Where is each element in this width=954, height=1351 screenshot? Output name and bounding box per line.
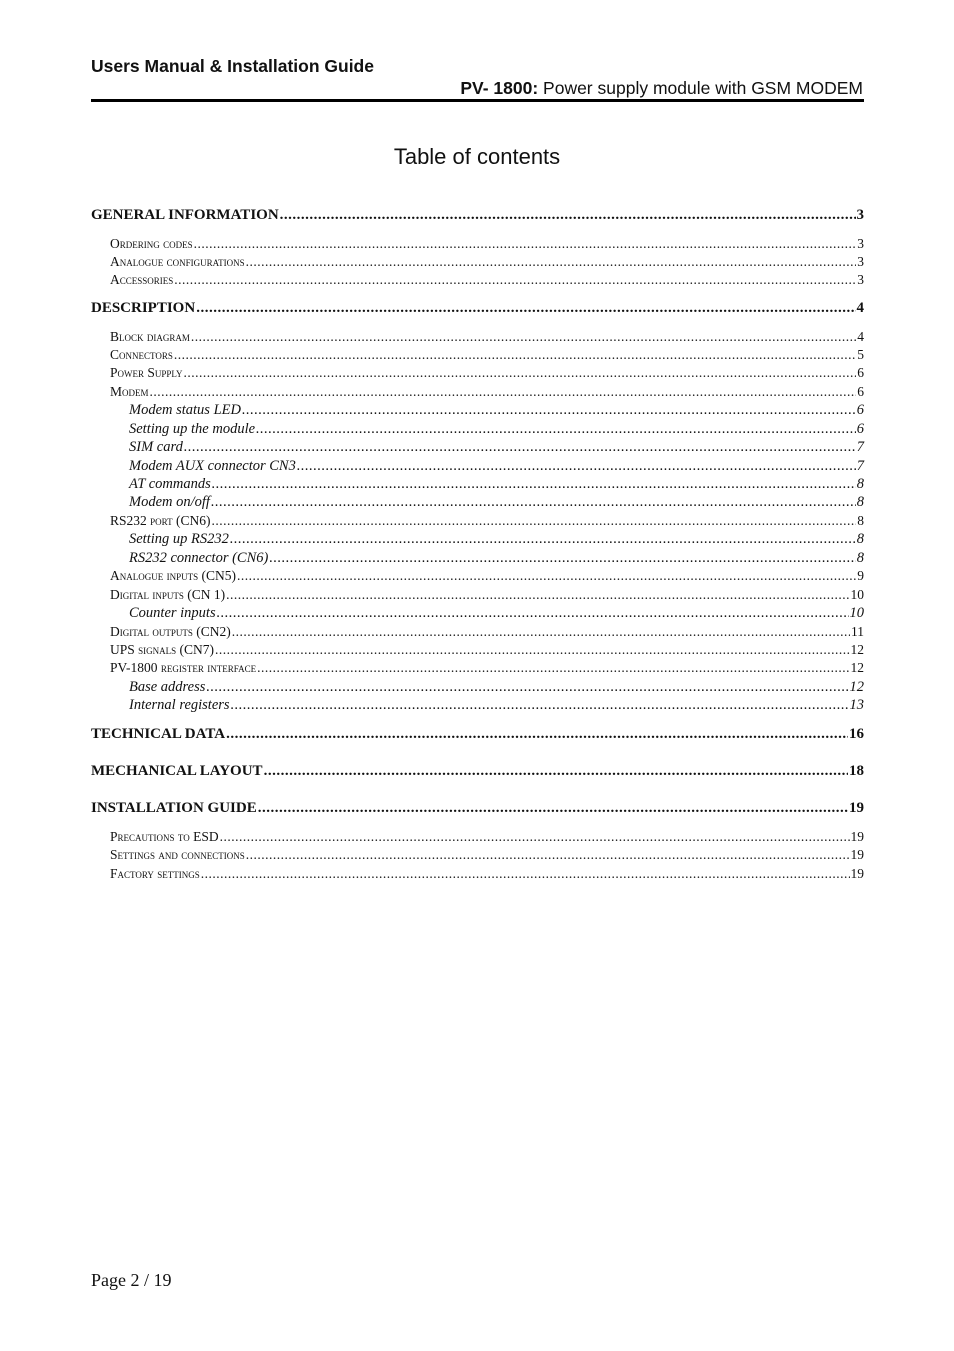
model-description: Power supply module with GSM MODEM: [538, 78, 863, 98]
toc-entry-page: 6: [856, 421, 864, 437]
dot-leader: [269, 550, 855, 567]
toc-entry-page: 12: [850, 660, 864, 675]
dot-leader: [174, 347, 856, 363]
dot-leader: [246, 847, 850, 863]
toc-entry[interactable]: [91, 207, 864, 224]
toc-entry[interactable]: [110, 254, 864, 270]
toc-entry-page: 4: [856, 300, 864, 316]
toc-entry-title: UPS signals (CN7): [110, 642, 215, 657]
toc-entry-page: 3: [856, 207, 864, 223]
toc-heading: Table of contents: [393, 144, 561, 169]
toc-entry-title: Connectors: [110, 347, 173, 362]
toc-entry-title: Base address: [129, 679, 206, 695]
toc-entry-title: Modem on/off: [129, 494, 210, 510]
toc-entry[interactable]: [110, 587, 864, 603]
dot-leader: [226, 587, 849, 603]
toc-entry-title: Ordering codes: [110, 236, 193, 251]
toc-entry[interactable]: [129, 679, 864, 696]
dot-leader: [230, 531, 856, 548]
dot-leader: [184, 365, 857, 381]
dot-leader: [206, 679, 848, 696]
toc-entry[interactable]: [129, 439, 864, 456]
dot-leader: [226, 726, 848, 743]
toc-entry-page: 4: [857, 329, 864, 344]
dot-leader: [237, 568, 856, 584]
toc-entry-title: AT commands: [129, 476, 211, 492]
header-title: Users Manual & Installation Guide: [91, 56, 374, 76]
toc-entry[interactable]: [110, 347, 864, 363]
toc-entry[interactable]: [129, 605, 864, 622]
toc-entry-page: 8: [856, 550, 864, 566]
toc-entry-page: 7: [856, 439, 864, 455]
toc-entry[interactable]: [110, 329, 864, 345]
toc-entry-title: INSTALLATION GUIDE: [91, 800, 257, 816]
toc-entry-title: Accessories: [110, 272, 174, 287]
toc-entry[interactable]: [91, 763, 864, 780]
toc-entry-title: Block diagram: [110, 329, 190, 344]
dot-leader: [257, 660, 849, 676]
toc-entry-page: 12: [849, 679, 864, 695]
dot-leader: [280, 207, 856, 224]
toc-entry[interactable]: [110, 660, 864, 676]
toc-entry-page: 8: [856, 476, 864, 492]
toc-entry-page: 19: [850, 847, 864, 862]
dot-leader: [194, 236, 857, 252]
toc-entry-page: 8: [857, 513, 864, 528]
toc-entry[interactable]: [129, 476, 864, 493]
dot-leader: [242, 402, 856, 419]
toc-entry-title: Analogue inputs (CN5): [110, 568, 236, 583]
toc-entry[interactable]: [110, 829, 864, 845]
toc-entry[interactable]: [129, 421, 864, 438]
toc-entry[interactable]: [129, 697, 864, 714]
toc-entry[interactable]: [91, 300, 864, 317]
toc-entry[interactable]: [110, 642, 864, 658]
header-divider: [91, 99, 864, 102]
toc-entry[interactable]: [110, 866, 864, 882]
dot-leader: [150, 384, 857, 400]
toc-entry[interactable]: [110, 272, 864, 288]
toc-entry-title: DESCRIPTION: [91, 300, 196, 316]
toc-entry-title: Modem AUX connector CN3: [129, 458, 296, 474]
dot-leader: [201, 866, 850, 882]
toc-entry-page: 6: [857, 365, 864, 380]
toc-entry-title: MECHANICAL LAYOUT: [91, 763, 263, 779]
toc-entry-page: 10: [849, 605, 864, 621]
dot-leader: [232, 624, 850, 640]
toc-entry-title: Modem status LED: [129, 402, 241, 418]
toc-entry[interactable]: [110, 624, 864, 640]
dot-leader: [231, 697, 849, 714]
dot-leader: [211, 513, 856, 529]
page-number: Page 2 / 19: [91, 1270, 172, 1290]
toc-entry-page: 19: [849, 800, 864, 816]
header-subtitle: [460, 78, 863, 99]
dot-leader: [191, 329, 856, 345]
toc-entry[interactable]: [110, 365, 864, 381]
toc-entry[interactable]: [110, 513, 864, 529]
dot-leader: [196, 300, 855, 317]
toc-entry-page: 13: [849, 697, 864, 713]
toc-entry-title: RS232 connector (CN6): [129, 550, 269, 566]
toc-entry-page: 16: [849, 726, 864, 742]
dot-leader: [258, 800, 848, 817]
toc-entry-title: Settings and connections: [110, 847, 245, 862]
toc-entry-page: 9: [857, 568, 864, 583]
toc-entry-page: 6: [857, 384, 864, 399]
toc-entry-page: 19: [850, 866, 864, 881]
toc-entry[interactable]: [129, 458, 864, 475]
dot-leader: [217, 605, 849, 622]
dot-leader: [211, 494, 856, 511]
toc-entry-page: 10: [850, 587, 864, 602]
toc-entry[interactable]: [129, 531, 864, 548]
toc-entry-title: SIM card: [129, 439, 183, 455]
toc-entry-title: RS232 port (CN6): [110, 513, 211, 528]
toc-entry-page: 3: [857, 236, 864, 251]
toc-entry-title: Internal registers: [129, 697, 230, 713]
toc-entry-title: Modem: [110, 384, 149, 399]
toc-entry-title: Setting up the module: [129, 421, 256, 437]
toc-entry-page: 18: [849, 763, 864, 779]
toc-entry-page: 19: [850, 829, 864, 844]
toc-entry-page: 7: [856, 458, 864, 474]
dot-leader: [297, 458, 856, 475]
toc-entry[interactable]: [110, 384, 864, 400]
dot-leader: [264, 763, 848, 780]
toc-entry-page: 6: [856, 402, 864, 418]
dot-leader: [246, 254, 857, 270]
toc-entry-title: GENERAL INFORMATION: [91, 207, 279, 223]
toc-entry-page: 11: [851, 624, 864, 639]
toc-entry[interactable]: [110, 236, 864, 252]
toc-entry[interactable]: [129, 494, 864, 511]
toc-entry-title: Factory settings: [110, 866, 200, 881]
toc-entry-title: Setting up RS232: [129, 531, 229, 547]
toc-entry-page: 8: [856, 531, 864, 547]
toc-entry-page: 8: [856, 494, 864, 510]
toc-entry[interactable]: [91, 726, 864, 743]
dot-leader: [256, 421, 856, 438]
toc-entry[interactable]: [129, 550, 864, 567]
dot-leader: [220, 829, 850, 845]
toc-entry-page: 3: [857, 254, 864, 269]
toc-entry[interactable]: [91, 800, 864, 817]
toc-entry-title: Precautions to ESD: [110, 829, 219, 844]
model-name: PV- 1800:: [460, 78, 539, 98]
toc-entry-title: TECHNICAL DATA: [91, 726, 226, 742]
toc-entry-title: Power Supply: [110, 365, 183, 380]
toc-entry-title: Digital outputs (CN2): [110, 624, 231, 639]
toc-entry-page: 12: [850, 642, 864, 657]
dot-leader: [174, 272, 856, 288]
toc-entry[interactable]: [110, 568, 864, 584]
toc-entry-page: 5: [857, 347, 864, 362]
dot-leader: [184, 439, 856, 456]
toc-entry-page: 3: [857, 272, 864, 287]
toc-entry[interactable]: [110, 847, 864, 863]
toc-entry-title: Analogue configurations: [110, 254, 245, 269]
toc-entry-title: PV-1800 register interface: [110, 660, 257, 675]
toc-entry-title: Digital inputs (CN 1): [110, 587, 226, 602]
dot-leader: [215, 642, 849, 658]
toc-entry[interactable]: [129, 402, 864, 419]
toc-entry-title: Counter inputs: [129, 605, 216, 621]
dot-leader: [212, 476, 856, 493]
